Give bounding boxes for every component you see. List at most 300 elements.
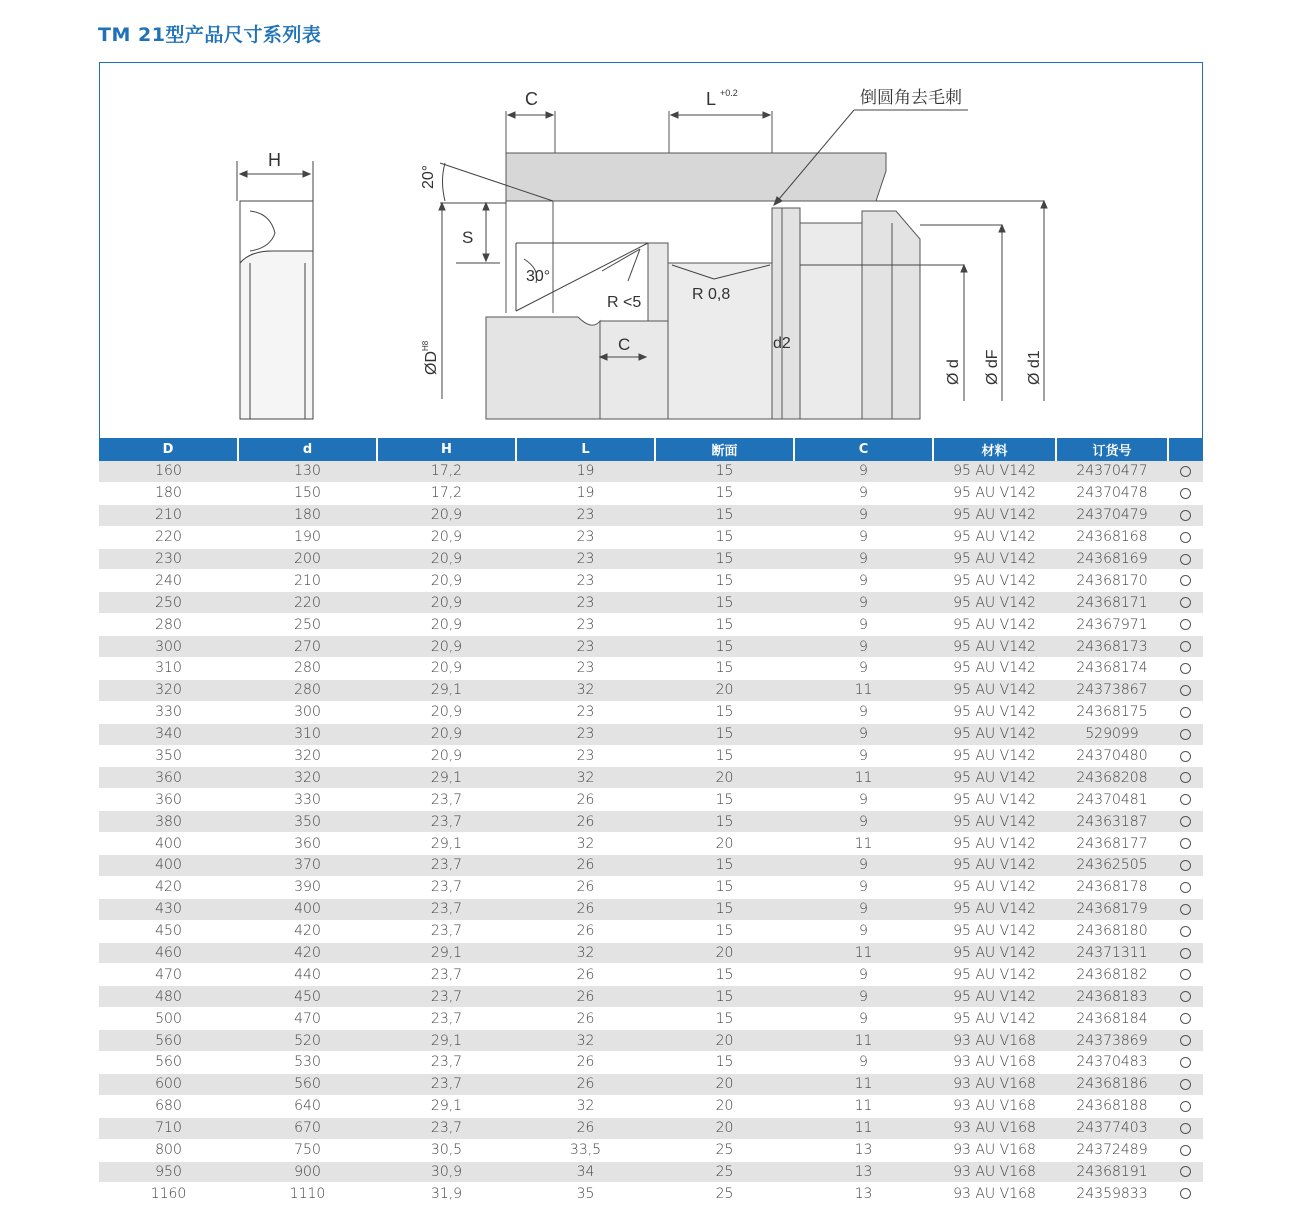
cell-H: 30,5	[377, 1139, 516, 1161]
table-row	[99, 745, 1203, 767]
select-circle-icon[interactable]	[1180, 948, 1191, 959]
cell-L: 32	[516, 833, 655, 855]
table-header-row	[99, 438, 1203, 461]
cell-C: 9	[794, 701, 933, 723]
select-cell[interactable]	[1168, 526, 1203, 548]
cell-section: 15	[655, 1008, 794, 1030]
cell-order-number: 24362505	[1056, 855, 1168, 877]
cell-H: 23,7	[377, 1117, 516, 1139]
table-row	[99, 592, 1203, 614]
cell-L: 23	[516, 658, 655, 680]
table-row	[99, 855, 1203, 877]
cell-d: 200	[238, 548, 377, 570]
cell-section: 25	[655, 1161, 794, 1183]
table-row	[99, 833, 1203, 855]
cell-L: 32	[516, 1030, 655, 1052]
cell-order-number: 24367971	[1056, 614, 1168, 636]
cell-D: 230	[99, 548, 238, 570]
label-OD: ØD	[423, 351, 440, 375]
select-cell[interactable]	[1168, 679, 1203, 701]
cell-C: 11	[794, 833, 933, 855]
select-cell[interactable]	[1168, 898, 1203, 920]
cell-material: 93 AU V168	[933, 1117, 1056, 1139]
cell-material: 95 AU V142	[933, 679, 1056, 701]
select-circle-icon[interactable]	[1180, 860, 1191, 871]
cell-L: 26	[516, 811, 655, 833]
cell-L: 26	[516, 1008, 655, 1030]
select-circle-icon[interactable]	[1180, 969, 1191, 980]
cell-order-number: 24370477	[1056, 461, 1168, 482]
cell-d: 670	[238, 1117, 377, 1139]
select-cell[interactable]	[1168, 1139, 1203, 1161]
cell-d: 520	[238, 1030, 377, 1052]
cell-D: 240	[99, 570, 238, 592]
select-circle-icon[interactable]	[1180, 663, 1191, 674]
cell-C: 9	[794, 658, 933, 680]
cell-order-number: 24371311	[1056, 942, 1168, 964]
label-chamfer: 倒圆角去毛刺	[860, 88, 962, 107]
select-circle-icon[interactable]	[1180, 1145, 1191, 1156]
select-cell[interactable]	[1168, 504, 1203, 526]
cell-H: 23,7	[377, 855, 516, 877]
cell-C: 9	[794, 1052, 933, 1074]
cell-material: 95 AU V142	[933, 592, 1056, 614]
cell-D: 480	[99, 986, 238, 1008]
cell-L: 23	[516, 526, 655, 548]
cell-D: 450	[99, 920, 238, 942]
select-circle-icon[interactable]	[1180, 641, 1191, 652]
select-cell[interactable]	[1168, 1183, 1203, 1205]
label-20deg: 20°	[420, 164, 437, 189]
select-circle-icon[interactable]	[1180, 926, 1191, 937]
cell-C: 13	[794, 1161, 933, 1183]
cell-C: 9	[794, 570, 933, 592]
select-cell[interactable]	[1168, 636, 1203, 658]
select-cell[interactable]	[1168, 942, 1203, 964]
cell-section: 15	[655, 898, 794, 920]
cell-order-number: 24368174	[1056, 658, 1168, 680]
cell-material: 95 AU V142	[933, 898, 1056, 920]
select-circle-icon[interactable]	[1180, 597, 1191, 608]
cell-D: 470	[99, 964, 238, 986]
select-circle-icon[interactable]	[1180, 772, 1191, 783]
select-circle-icon[interactable]	[1180, 532, 1191, 543]
col-header-H: H	[377, 438, 516, 461]
table-row	[99, 526, 1203, 548]
cell-section: 15	[655, 614, 794, 636]
select-cell[interactable]	[1168, 614, 1203, 636]
cell-section: 20	[655, 767, 794, 789]
select-cell[interactable]	[1168, 745, 1203, 767]
select-cell[interactable]	[1168, 1161, 1203, 1183]
cell-order-number: 24370479	[1056, 504, 1168, 526]
select-cell[interactable]	[1168, 658, 1203, 680]
select-cell[interactable]	[1168, 986, 1203, 1008]
table-row	[99, 504, 1203, 526]
cell-C: 9	[794, 636, 933, 658]
select-cell[interactable]	[1168, 789, 1203, 811]
table-row	[99, 789, 1203, 811]
table-row	[99, 636, 1203, 658]
select-circle-icon[interactable]	[1180, 575, 1191, 586]
select-circle-icon[interactable]	[1180, 1013, 1191, 1024]
cell-order-number: 24372489	[1056, 1139, 1168, 1161]
cell-material: 95 AU V142	[933, 789, 1056, 811]
cell-C: 11	[794, 1117, 933, 1139]
select-cell[interactable]	[1168, 767, 1203, 789]
cell-material: 95 AU V142	[933, 723, 1056, 745]
select-circle-icon[interactable]	[1180, 904, 1191, 915]
cell-L: 26	[516, 1073, 655, 1095]
cell-d: 150	[238, 482, 377, 504]
cell-section: 20	[655, 942, 794, 964]
cell-section: 15	[655, 745, 794, 767]
table-row	[99, 1161, 1203, 1183]
cell-order-number: 24368173	[1056, 636, 1168, 658]
label-L: L	[706, 89, 717, 109]
cell-H: 20,9	[377, 658, 516, 680]
table-row	[99, 1052, 1203, 1074]
cell-L: 23	[516, 723, 655, 745]
cell-order-number: 24368180	[1056, 920, 1168, 942]
cell-L: 26	[516, 855, 655, 877]
cell-C: 9	[794, 876, 933, 898]
cell-D: 340	[99, 723, 238, 745]
cell-L: 23	[516, 701, 655, 723]
cell-section: 15	[655, 876, 794, 898]
cell-C: 9	[794, 482, 933, 504]
cell-L: 35	[516, 1183, 655, 1205]
cell-C: 9	[794, 723, 933, 745]
table-row	[99, 942, 1203, 964]
cell-D: 400	[99, 833, 238, 855]
cell-order-number: 24377403	[1056, 1117, 1168, 1139]
cell-D: 500	[99, 1008, 238, 1030]
table-row	[99, 1095, 1203, 1117]
cell-order-number: 24368169	[1056, 548, 1168, 570]
cell-material: 95 AU V142	[933, 986, 1056, 1008]
table-row	[99, 920, 1203, 942]
cell-d: 330	[238, 789, 377, 811]
cell-order-number: 24370480	[1056, 745, 1168, 767]
cell-material: 95 AU V142	[933, 701, 1056, 723]
cell-D: 950	[99, 1161, 238, 1183]
cell-H: 20,9	[377, 723, 516, 745]
select-cell[interactable]	[1168, 964, 1203, 986]
table-row	[99, 1183, 1203, 1205]
cell-L: 19	[516, 482, 655, 504]
cell-H: 17,2	[377, 461, 516, 482]
cell-order-number: 24368191	[1056, 1161, 1168, 1183]
cell-D: 800	[99, 1139, 238, 1161]
select-cell[interactable]	[1168, 855, 1203, 877]
select-cell[interactable]	[1168, 482, 1203, 504]
cell-order-number: 24368184	[1056, 1008, 1168, 1030]
select-cell[interactable]	[1168, 592, 1203, 614]
cell-C: 9	[794, 898, 933, 920]
cell-H: 23,7	[377, 789, 516, 811]
cell-order-number: 24368182	[1056, 964, 1168, 986]
cell-L: 32	[516, 679, 655, 701]
cell-D: 560	[99, 1052, 238, 1074]
cell-H: 30,9	[377, 1161, 516, 1183]
cell-H: 20,9	[377, 548, 516, 570]
select-cell[interactable]	[1168, 548, 1203, 570]
cell-H: 23,7	[377, 898, 516, 920]
cell-d: 180	[238, 504, 377, 526]
cell-H: 29,1	[377, 1095, 516, 1117]
cell-D: 600	[99, 1073, 238, 1095]
cell-material: 95 AU V142	[933, 767, 1056, 789]
dimension-C-top	[508, 112, 553, 118]
cell-d: 530	[238, 1052, 377, 1074]
select-circle-icon[interactable]	[1180, 794, 1191, 805]
cell-C: 9	[794, 986, 933, 1008]
select-circle-icon[interactable]	[1180, 488, 1191, 499]
cell-section: 15	[655, 811, 794, 833]
select-circle-icon[interactable]	[1180, 466, 1191, 477]
select-circle-icon[interactable]	[1180, 1101, 1191, 1112]
cell-H: 29,1	[377, 942, 516, 964]
cell-material: 93 AU V168	[933, 1095, 1056, 1117]
cell-H: 23,7	[377, 964, 516, 986]
cell-C: 9	[794, 789, 933, 811]
cell-order-number: 24373869	[1056, 1030, 1168, 1052]
cell-L: 23	[516, 548, 655, 570]
select-circle-icon[interactable]	[1180, 1079, 1191, 1090]
label-OD-tolerance: H8	[421, 340, 430, 351]
cell-order-number: 24368208	[1056, 767, 1168, 789]
select-circle-icon[interactable]	[1180, 1123, 1191, 1134]
cell-material: 95 AU V142	[933, 920, 1056, 942]
cell-L: 26	[516, 964, 655, 986]
cell-section: 15	[655, 461, 794, 482]
cell-D: 250	[99, 592, 238, 614]
cell-H: 17,2	[377, 482, 516, 504]
cell-section: 15	[655, 1052, 794, 1074]
select-circle-icon[interactable]	[1180, 816, 1191, 827]
select-circle-icon[interactable]	[1180, 882, 1191, 893]
cell-L: 23	[516, 636, 655, 658]
cell-H: 29,1	[377, 1030, 516, 1052]
cell-section: 15	[655, 986, 794, 1008]
select-circle-icon[interactable]	[1180, 707, 1191, 718]
select-cell[interactable]	[1168, 833, 1203, 855]
cell-order-number: 24368171	[1056, 592, 1168, 614]
cell-D: 380	[99, 811, 238, 833]
cell-d: 210	[238, 570, 377, 592]
cell-C: 11	[794, 1095, 933, 1117]
cell-section: 15	[655, 570, 794, 592]
cell-C: 11	[794, 767, 933, 789]
cell-material: 95 AU V142	[933, 636, 1056, 658]
cell-H: 20,9	[377, 745, 516, 767]
select-circle-icon[interactable]	[1180, 991, 1191, 1002]
cell-d: 320	[238, 767, 377, 789]
cell-material: 95 AU V142	[933, 658, 1056, 680]
label-R08: R 0,8	[692, 286, 731, 303]
cell-section: 15	[655, 789, 794, 811]
cell-H: 20,9	[377, 614, 516, 636]
cell-D: 430	[99, 898, 238, 920]
cell-d: 130	[238, 461, 377, 482]
cell-material: 95 AU V142	[933, 570, 1056, 592]
cell-C: 9	[794, 745, 933, 767]
cell-L: 26	[516, 1117, 655, 1139]
select-circle-icon[interactable]	[1180, 1035, 1191, 1046]
cell-L: 23	[516, 570, 655, 592]
cell-H: 20,9	[377, 570, 516, 592]
seal-profile	[240, 201, 313, 419]
cell-C: 9	[794, 920, 933, 942]
select-cell[interactable]	[1168, 876, 1203, 898]
cell-material: 93 AU V168	[933, 1052, 1056, 1074]
cell-D: 360	[99, 767, 238, 789]
select-cell[interactable]	[1168, 1073, 1203, 1095]
label-Od: Ø d	[945, 359, 962, 385]
cell-C: 9	[794, 461, 933, 482]
cell-H: 20,9	[377, 526, 516, 548]
select-cell[interactable]	[1168, 570, 1203, 592]
table-row	[99, 701, 1203, 723]
cell-L: 26	[516, 876, 655, 898]
label-Od1: Ø d1	[1026, 350, 1043, 385]
cell-order-number: 24368179	[1056, 898, 1168, 920]
shaft	[486, 208, 920, 419]
cell-section: 20	[655, 1030, 794, 1052]
label-C-bottom: C	[618, 335, 631, 354]
table-row	[99, 811, 1203, 833]
cell-order-number: 24368178	[1056, 876, 1168, 898]
table-row	[99, 723, 1203, 745]
cell-D: 210	[99, 504, 238, 526]
cell-section: 15	[655, 964, 794, 986]
cell-material: 93 AU V168	[933, 1073, 1056, 1095]
technical-drawing	[99, 62, 1203, 438]
cell-order-number: 24359833	[1056, 1183, 1168, 1205]
table-row	[99, 876, 1203, 898]
dimension-L	[671, 112, 770, 118]
cell-C: 11	[794, 942, 933, 964]
cell-section: 20	[655, 679, 794, 701]
select-circle-icon[interactable]	[1180, 1057, 1191, 1068]
cell-H: 31,9	[377, 1183, 516, 1205]
select-circle-icon[interactable]	[1180, 619, 1191, 630]
cell-d: 270	[238, 636, 377, 658]
cell-d: 1110	[238, 1183, 377, 1205]
cell-L: 26	[516, 1052, 655, 1074]
select-cell[interactable]	[1168, 1008, 1203, 1030]
cell-C: 9	[794, 1008, 933, 1030]
select-circle-icon[interactable]	[1180, 729, 1191, 740]
select-circle-icon[interactable]	[1180, 510, 1191, 521]
col-header-C: C	[794, 438, 933, 461]
select-cell[interactable]	[1168, 461, 1203, 482]
cell-material: 95 AU V142	[933, 504, 1056, 526]
cell-D: 1160	[99, 1183, 238, 1205]
select-circle-icon[interactable]	[1180, 554, 1191, 565]
col-header-section: 断面	[655, 438, 794, 461]
cell-D: 360	[99, 789, 238, 811]
cell-H: 20,9	[377, 701, 516, 723]
select-cell[interactable]	[1168, 811, 1203, 833]
cell-L: 26	[516, 920, 655, 942]
cell-D: 320	[99, 679, 238, 701]
cell-L: 23	[516, 504, 655, 526]
label-L-tolerance: +0.2	[720, 88, 738, 98]
cell-D: 220	[99, 526, 238, 548]
cell-material: 95 AU V142	[933, 745, 1056, 767]
label-C-top: C	[525, 89, 538, 109]
cell-C: 13	[794, 1183, 933, 1205]
cell-C: 11	[794, 679, 933, 701]
cell-D: 300	[99, 636, 238, 658]
select-circle-icon[interactable]	[1180, 838, 1191, 849]
cell-d: 310	[238, 723, 377, 745]
col-header-L: L	[516, 438, 655, 461]
table-row	[99, 461, 1203, 482]
cell-material: 95 AU V142	[933, 811, 1056, 833]
table-row	[99, 614, 1203, 636]
select-cell[interactable]	[1168, 1095, 1203, 1117]
cell-section: 20	[655, 1117, 794, 1139]
cell-H: 23,7	[377, 920, 516, 942]
cell-H: 20,9	[377, 592, 516, 614]
cell-material: 95 AU V142	[933, 526, 1056, 548]
cell-section: 20	[655, 1095, 794, 1117]
select-cell[interactable]	[1168, 920, 1203, 942]
cell-material: 93 AU V168	[933, 1161, 1056, 1183]
table-row	[99, 1139, 1203, 1161]
select-cell[interactable]	[1168, 1052, 1203, 1074]
cell-d: 250	[238, 614, 377, 636]
select-circle-icon[interactable]	[1180, 1188, 1191, 1199]
select-cell[interactable]	[1168, 701, 1203, 723]
cell-section: 15	[655, 592, 794, 614]
cell-C: 9	[794, 526, 933, 548]
cell-L: 26	[516, 986, 655, 1008]
cell-d: 390	[238, 876, 377, 898]
select-circle-icon[interactable]	[1180, 685, 1191, 696]
select-circle-icon[interactable]	[1180, 1166, 1191, 1177]
cell-order-number: 24368188	[1056, 1095, 1168, 1117]
table-row	[99, 1008, 1203, 1030]
table-row	[99, 658, 1203, 680]
cell-material: 95 AU V142	[933, 548, 1056, 570]
cell-order-number: 24368186	[1056, 1073, 1168, 1095]
cell-d: 400	[238, 898, 377, 920]
cell-d: 420	[238, 920, 377, 942]
cell-D: 460	[99, 942, 238, 964]
cell-L: 19	[516, 461, 655, 482]
select-cell[interactable]	[1168, 723, 1203, 745]
cell-order-number: 24370483	[1056, 1052, 1168, 1074]
cell-H: 23,7	[377, 1073, 516, 1095]
select-cell[interactable]	[1168, 1030, 1203, 1052]
table-row	[99, 548, 1203, 570]
cell-d: 300	[238, 701, 377, 723]
cell-D: 160	[99, 461, 238, 482]
col-header-order-number: 订货号	[1056, 438, 1168, 461]
cell-H: 23,7	[377, 876, 516, 898]
cell-material: 95 AU V142	[933, 1008, 1056, 1030]
label-30deg: 30°	[526, 268, 551, 285]
select-cell[interactable]	[1168, 1117, 1203, 1139]
cell-section: 15	[655, 723, 794, 745]
col-header-material: 材料	[933, 438, 1056, 461]
cell-material: 93 AU V168	[933, 1183, 1056, 1205]
select-circle-icon[interactable]	[1180, 751, 1191, 762]
